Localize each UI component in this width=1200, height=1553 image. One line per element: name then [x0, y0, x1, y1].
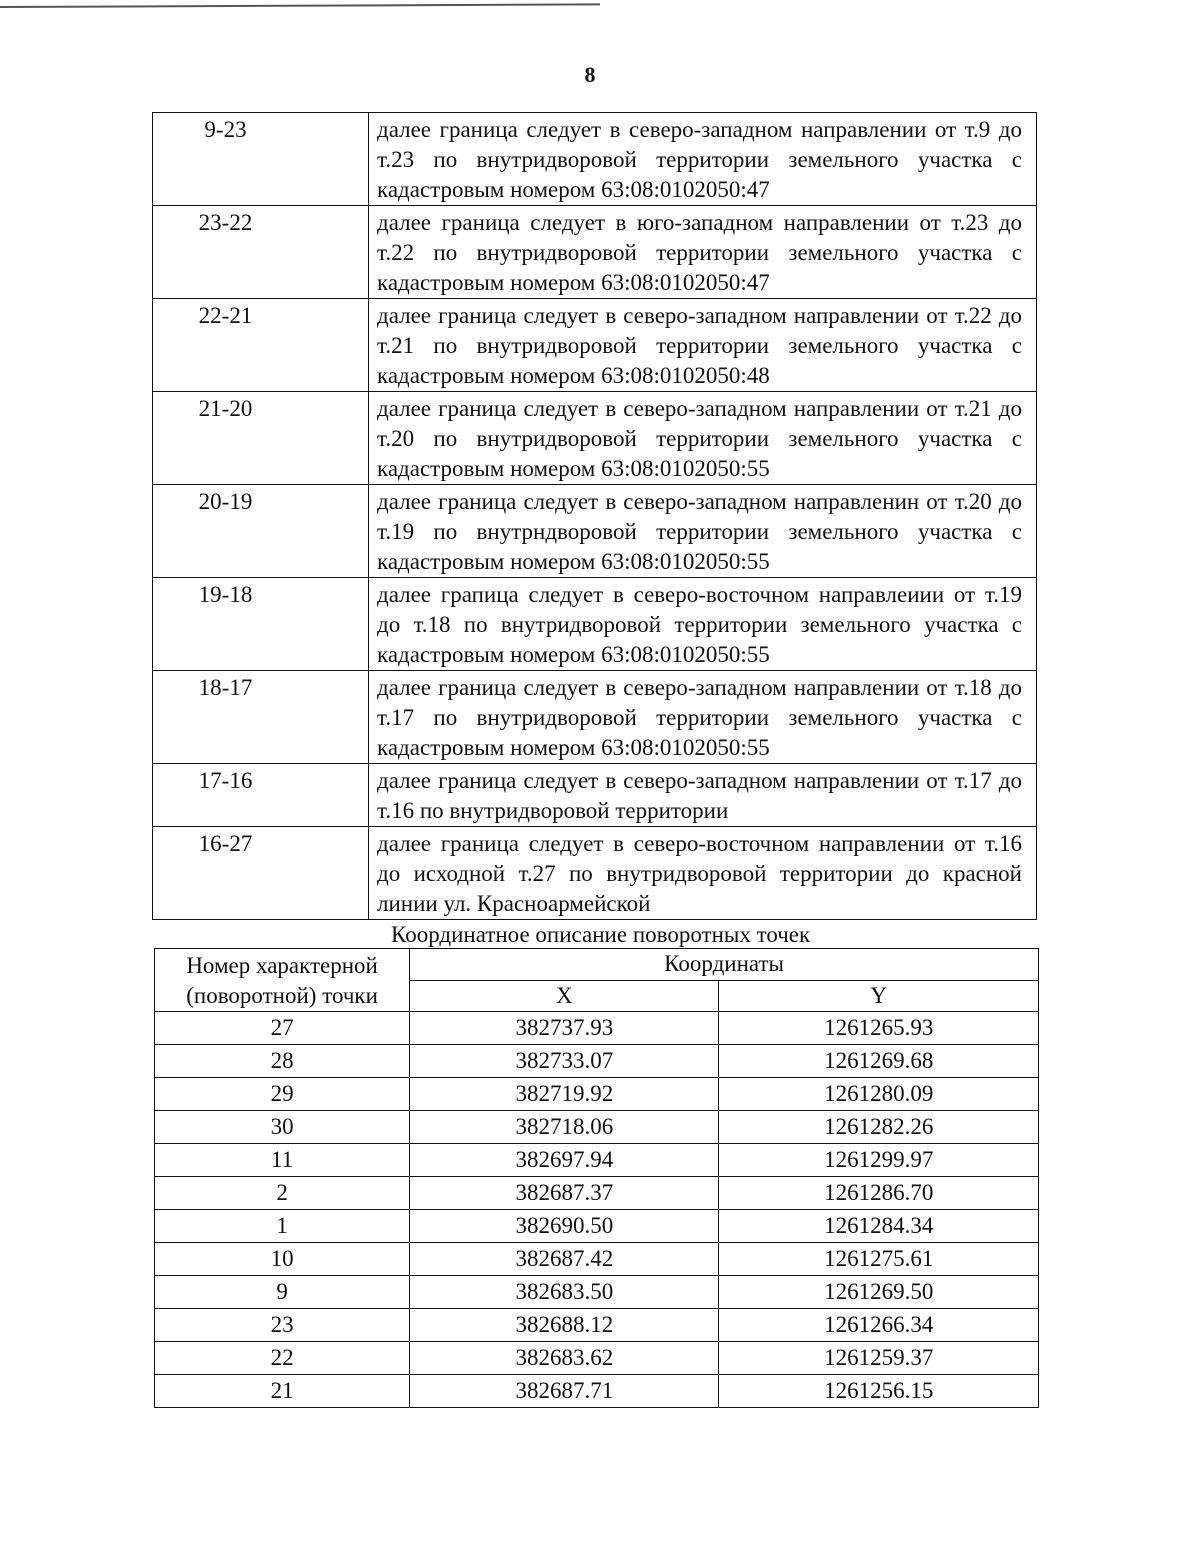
description-cell: далее грапица следует в северо-восточном направлеиии от т.19 до т.18 по внутридворовой территории земельного участка с кадастровым номером 63:08:0102050:55 [369, 578, 1037, 671]
table-row [155, 1210, 1039, 1243]
x-cell: 382697.94 [410, 1144, 719, 1177]
y-cell: 1261280.09 [719, 1078, 1039, 1111]
header-row [155, 949, 1039, 981]
table-row [155, 1078, 1039, 1111]
x-cell: 382737.93 [410, 1012, 719, 1045]
description-cell: далее граница следует в юго-западном направлении от т.23 до т.22 по внутридворовой территории земельного участка с кадастровым номером 63:08:0102050:47 [369, 206, 1037, 299]
boundary-table-body [153, 113, 1037, 920]
point-cell: 22 [155, 1342, 410, 1375]
table-row [155, 1243, 1039, 1276]
table-row [155, 1177, 1039, 1210]
x-cell: 382688.12 [410, 1309, 719, 1342]
point-cell: 10 [155, 1243, 410, 1276]
x-cell: 382683.62 [410, 1342, 719, 1375]
x-cell: 382683.50 [410, 1276, 719, 1309]
table-row [155, 1276, 1039, 1309]
coordinates-header: Координаты [410, 949, 1039, 981]
x-cell: 382687.71 [410, 1375, 719, 1408]
segment-cell: 16-27 [153, 827, 369, 920]
segment-cell: 19-18 [153, 578, 369, 671]
y-cell: 1261284.34 [719, 1210, 1039, 1243]
description-cell: далее граница следует в северо-западном направлении от т.22 до т.21 по внутридворовой территории земельного участка с кадастровым номером 63:08:0102050:48 [369, 299, 1037, 392]
table-row [153, 299, 1037, 392]
point-cell: 1 [155, 1210, 410, 1243]
y-cell: 1261275.61 [719, 1243, 1039, 1276]
table-row [153, 827, 1037, 920]
point-cell: 21 [155, 1375, 410, 1408]
x-cell: 382733.07 [410, 1045, 719, 1078]
point-cell: 9 [155, 1276, 410, 1309]
description-cell: далее граница следует в северо-западном направлении от т.9 до т.23 по внутридворовой территории земельного участка с кадастровым номером 63:08:0102050:47 [369, 113, 1037, 206]
point-number-header: Номер характерной (поворотной) точки [155, 949, 410, 1012]
description-cell: далее граница следует в северо-западном направлении от т.21 до т.20 по внутридворовой территории земельного участка с кадастровым номером 63:08:0102050:55 [369, 392, 1037, 485]
y-cell: 1261269.50 [719, 1276, 1039, 1309]
description-cell: далее граница следует в северо-западном направленин от т.20 до т.19 по внутрндворовой территории земельного участка с кадастровым номером 63:08:0102050:55 [369, 485, 1037, 578]
point-cell: 27 [155, 1012, 410, 1045]
coordinates-table [154, 948, 1039, 1408]
coordinates-caption: Координатное описание поворотных точек [391, 922, 811, 947]
table-row [153, 113, 1037, 206]
description-cell: далее граница следует в северо-восточном направлении от т.16 до исходной т.27 по внутридворовой территории до красной линии ул. Красноармейской [369, 827, 1037, 920]
segment-cell: 22-21 [153, 299, 369, 392]
table-row [153, 671, 1037, 764]
page-number: 8 [584, 62, 596, 87]
table-row [155, 1375, 1039, 1408]
segment-cell: 20-19 [153, 485, 369, 578]
x-cell: 382690.50 [410, 1210, 719, 1243]
segment-cell: 21-20 [153, 392, 369, 485]
y-cell: 1261265.93 [719, 1012, 1039, 1045]
boundary-description-table [152, 112, 1037, 920]
x-cell: 382719.92 [410, 1078, 719, 1111]
table-row [155, 1309, 1039, 1342]
x-cell: 382687.37 [410, 1177, 719, 1210]
table-row [155, 1144, 1039, 1177]
point-cell: 2 [155, 1177, 410, 1210]
segment-cell: 17-16 [153, 764, 369, 827]
y-cell: 1261299.97 [719, 1144, 1039, 1177]
point-cell: 23 [155, 1309, 410, 1342]
point-cell: 28 [155, 1045, 410, 1078]
segment-cell: 18-17 [153, 671, 369, 764]
y-cell: 1261282.26 [719, 1111, 1039, 1144]
table-row [153, 392, 1037, 485]
table-row [153, 578, 1037, 671]
table-row [153, 764, 1037, 827]
y-cell: 1261256.15 [719, 1375, 1039, 1408]
table-row [155, 1045, 1039, 1078]
y-cell: 1261266.34 [719, 1309, 1039, 1342]
description-cell: далее граница следует в северо-западном направлении от т.17 до т.16 по внутридворовой территории [369, 764, 1037, 827]
y-cell: 1261259.37 [719, 1342, 1039, 1375]
table-row [155, 1111, 1039, 1144]
segment-cell: 9-23 [153, 113, 369, 206]
x-cell: 382687.42 [410, 1243, 719, 1276]
table-row [153, 206, 1037, 299]
segment-cell: 23-22 [153, 206, 369, 299]
coordinates-table-body [155, 1012, 1039, 1408]
point-cell: 11 [155, 1144, 410, 1177]
y-cell: 1261286.70 [719, 1177, 1039, 1210]
point-cell: 29 [155, 1078, 410, 1111]
y-header: Y [719, 980, 1039, 1012]
scan-edge-line [0, 3, 600, 8]
x-cell: 382718.06 [410, 1111, 719, 1144]
table-row [155, 1012, 1039, 1045]
table-row [155, 1342, 1039, 1375]
point-cell: 30 [155, 1111, 410, 1144]
y-cell: 1261269.68 [719, 1045, 1039, 1078]
x-header: X [410, 980, 719, 1012]
description-cell: далее граница следует в северо-западном направлении от т.18 до т.17 по внутридворовой территории земельного участка с кадастровым номером 63:08:0102050:55 [369, 671, 1037, 764]
table-row [153, 485, 1037, 578]
